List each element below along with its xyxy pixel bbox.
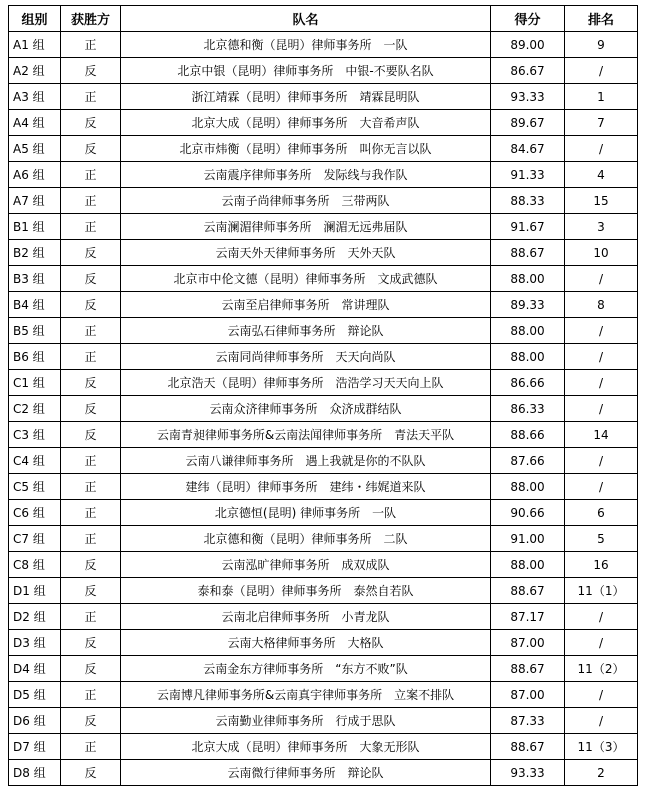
cell-team-name: 北京大成（昆明）律师事务所 大象无形队 (121, 734, 491, 760)
cell-rank: / (565, 136, 638, 162)
cell-rank: / (565, 318, 638, 344)
cell-team-name: 云南至启律师事务所 常讲理队 (121, 292, 491, 318)
cell-team-name: 云南青昶律师事务所&云南法闻律师事务所 青法天平队 (121, 422, 491, 448)
cell-group: C2 组 (9, 396, 61, 422)
cell-score: 91.67 (491, 214, 565, 240)
cell-team-name: 云南八谦律师事务所 遇上我就是你的不队队 (121, 448, 491, 474)
cell-group: C6 组 (9, 500, 61, 526)
table-row (9, 552, 638, 578)
cell-team-name: 云南泓旷律师事务所 成双成队 (121, 552, 491, 578)
cell-rank: 3 (565, 214, 638, 240)
cell-winning-side: 反 (61, 110, 121, 136)
cell-winning-side: 正 (61, 474, 121, 500)
cell-team-name: 北京德和衡（昆明）律师事务所 一队 (121, 32, 491, 58)
cell-team-name: 云南澜湄律师事务所 澜湄无远弗届队 (121, 214, 491, 240)
cell-winning-side: 正 (61, 734, 121, 760)
cell-rank: / (565, 370, 638, 396)
cell-group: A6 组 (9, 162, 61, 188)
cell-score: 87.00 (491, 682, 565, 708)
cell-group: A2 组 (9, 58, 61, 84)
cell-winning-side: 反 (61, 656, 121, 682)
cell-rank: / (565, 58, 638, 84)
cell-rank: 7 (565, 110, 638, 136)
cell-group: B1 组 (9, 214, 61, 240)
table-row (9, 370, 638, 396)
cell-team-name: 云南博凡律师事务所&云南真宇律师事务所 立案不排队 (121, 682, 491, 708)
cell-group: A1 组 (9, 32, 61, 58)
cell-group: A5 组 (9, 136, 61, 162)
cell-winning-side: 正 (61, 604, 121, 630)
table-row (9, 422, 638, 448)
cell-group: C5 组 (9, 474, 61, 500)
table-row (9, 292, 638, 318)
header-team-name: 队名 (121, 6, 491, 32)
cell-winning-side: 反 (61, 240, 121, 266)
table-row (9, 448, 638, 474)
cell-group: D1 组 (9, 578, 61, 604)
table-row (9, 32, 638, 58)
cell-team-name: 北京德和衡（昆明）律师事务所 二队 (121, 526, 491, 552)
cell-score: 88.67 (491, 734, 565, 760)
table-row (9, 84, 638, 110)
cell-rank: / (565, 344, 638, 370)
cell-score: 87.17 (491, 604, 565, 630)
cell-winning-side: 反 (61, 422, 121, 448)
cell-group: D3 组 (9, 630, 61, 656)
cell-winning-side: 正 (61, 448, 121, 474)
cell-rank: 15 (565, 188, 638, 214)
cell-score: 84.67 (491, 136, 565, 162)
header-row (9, 6, 638, 32)
cell-group: B4 组 (9, 292, 61, 318)
table-row (9, 500, 638, 526)
table-row (9, 396, 638, 422)
results-table (8, 5, 638, 786)
cell-team-name: 北京大成（昆明）律师事务所 大音希声队 (121, 110, 491, 136)
cell-score: 91.00 (491, 526, 565, 552)
cell-rank: 1 (565, 84, 638, 110)
cell-team-name: 泰和泰（昆明）律师事务所 泰然自若队 (121, 578, 491, 604)
cell-score: 93.33 (491, 84, 565, 110)
cell-score: 88.67 (491, 240, 565, 266)
cell-group: C1 组 (9, 370, 61, 396)
cell-winning-side: 正 (61, 188, 121, 214)
cell-score: 87.00 (491, 630, 565, 656)
cell-rank: 14 (565, 422, 638, 448)
table-row (9, 734, 638, 760)
cell-team-name: 北京市中伦文德（昆明）律师事务所 文成武德队 (121, 266, 491, 292)
cell-team-name: 北京市炜衡（昆明）律师事务所 叫你无言以队 (121, 136, 491, 162)
cell-team-name: 北京中银（昆明）律师事务所 中银-不要队名队 (121, 58, 491, 84)
cell-winning-side: 正 (61, 526, 121, 552)
cell-rank: 6 (565, 500, 638, 526)
table-row (9, 266, 638, 292)
cell-group: B3 组 (9, 266, 61, 292)
cell-team-name: 北京浩天（昆明）律师事务所 浩浩学习天天向上队 (121, 370, 491, 396)
cell-rank: / (565, 708, 638, 734)
cell-team-name: 云南同尚律师事务所 天天向尚队 (121, 344, 491, 370)
cell-group: B5 组 (9, 318, 61, 344)
cell-winning-side: 反 (61, 708, 121, 734)
cell-rank: / (565, 604, 638, 630)
table-row (9, 526, 638, 552)
cell-group: A3 组 (9, 84, 61, 110)
cell-group: A4 组 (9, 110, 61, 136)
cell-winning-side: 正 (61, 84, 121, 110)
cell-team-name: 云南众济律师事务所 众济成群结队 (121, 396, 491, 422)
cell-score: 88.00 (491, 344, 565, 370)
cell-rank: 4 (565, 162, 638, 188)
cell-score: 93.33 (491, 760, 565, 786)
cell-score: 86.67 (491, 58, 565, 84)
cell-winning-side: 正 (61, 682, 121, 708)
cell-team-name: 云南微行律师事务所 辩论队 (121, 760, 491, 786)
cell-team-name: 云南震序律师事务所 发际线与我作队 (121, 162, 491, 188)
cell-team-name: 建纬（昆明）律师事务所 建纬・纬娓道来队 (121, 474, 491, 500)
cell-winning-side: 正 (61, 500, 121, 526)
cell-winning-side: 反 (61, 630, 121, 656)
cell-score: 88.00 (491, 552, 565, 578)
cell-winning-side: 反 (61, 396, 121, 422)
cell-rank: 11（2） (565, 656, 638, 682)
table-row (9, 708, 638, 734)
cell-team-name: 云南天外天律师事务所 天外天队 (121, 240, 491, 266)
table-row (9, 604, 638, 630)
cell-team-name: 云南北启律师事务所 小青龙队 (121, 604, 491, 630)
table-row (9, 240, 638, 266)
cell-rank: 9 (565, 32, 638, 58)
cell-rank: / (565, 266, 638, 292)
cell-score: 89.00 (491, 32, 565, 58)
cell-winning-side: 反 (61, 552, 121, 578)
cell-rank: 10 (565, 240, 638, 266)
cell-score: 89.67 (491, 110, 565, 136)
cell-rank: 2 (565, 760, 638, 786)
cell-team-name: 云南子尚律师事务所 三带两队 (121, 188, 491, 214)
cell-group: C4 组 (9, 448, 61, 474)
cell-winning-side: 反 (61, 136, 121, 162)
cell-winning-side: 反 (61, 760, 121, 786)
table-row (9, 162, 638, 188)
cell-score: 88.66 (491, 422, 565, 448)
cell-winning-side: 正 (61, 162, 121, 188)
cell-group: D7 组 (9, 734, 61, 760)
table-row (9, 318, 638, 344)
table-row (9, 474, 638, 500)
cell-group: A7 组 (9, 188, 61, 214)
cell-group: D4 组 (9, 656, 61, 682)
table-row (9, 188, 638, 214)
cell-winning-side: 正 (61, 344, 121, 370)
cell-winning-side: 反 (61, 292, 121, 318)
cell-winning-side: 正 (61, 32, 121, 58)
cell-score: 88.00 (491, 474, 565, 500)
cell-group: B2 组 (9, 240, 61, 266)
table-row (9, 682, 638, 708)
cell-group: D6 组 (9, 708, 61, 734)
cell-team-name: 云南弘石律师事务所 辩论队 (121, 318, 491, 344)
table-row (9, 344, 638, 370)
cell-winning-side: 正 (61, 318, 121, 344)
cell-group: D8 组 (9, 760, 61, 786)
cell-score: 87.33 (491, 708, 565, 734)
cell-group: B6 组 (9, 344, 61, 370)
cell-rank: / (565, 396, 638, 422)
header-group: 组别 (9, 6, 61, 32)
cell-group: C7 组 (9, 526, 61, 552)
table-row (9, 136, 638, 162)
cell-score: 91.33 (491, 162, 565, 188)
header-rank: 排名 (565, 6, 638, 32)
table-row (9, 630, 638, 656)
table-row (9, 578, 638, 604)
cell-score: 88.00 (491, 318, 565, 344)
cell-team-name: 云南大格律师事务所 大格队 (121, 630, 491, 656)
cell-rank: 11（1） (565, 578, 638, 604)
cell-score: 90.66 (491, 500, 565, 526)
cell-group: C8 组 (9, 552, 61, 578)
cell-group: D5 组 (9, 682, 61, 708)
cell-team-name: 北京德恒(昆明) 律师事务所 一队 (121, 500, 491, 526)
cell-winning-side: 正 (61, 214, 121, 240)
table-row (9, 58, 638, 84)
table-row (9, 214, 638, 240)
cell-team-name: 云南勤业律师事务所 行成于思队 (121, 708, 491, 734)
table-row (9, 656, 638, 682)
cell-team-name: 浙江靖霖（昆明）律师事务所 靖霖昆明队 (121, 84, 491, 110)
table-row (9, 110, 638, 136)
cell-rank: 16 (565, 552, 638, 578)
cell-rank: 8 (565, 292, 638, 318)
cell-rank: / (565, 630, 638, 656)
cell-score: 88.33 (491, 188, 565, 214)
cell-group: D2 组 (9, 604, 61, 630)
cell-winning-side: 反 (61, 370, 121, 396)
table-body (9, 32, 638, 786)
cell-group: C3 组 (9, 422, 61, 448)
header-score: 得分 (491, 6, 565, 32)
cell-rank: / (565, 448, 638, 474)
cell-score: 88.67 (491, 578, 565, 604)
cell-team-name: 云南金东方律师事务所 “东方不败”队 (121, 656, 491, 682)
cell-score: 86.66 (491, 370, 565, 396)
cell-score: 86.33 (491, 396, 565, 422)
cell-winning-side: 反 (61, 266, 121, 292)
cell-winning-side: 反 (61, 578, 121, 604)
cell-rank: / (565, 682, 638, 708)
cell-rank: 5 (565, 526, 638, 552)
header-winning-side: 获胜方 (61, 6, 121, 32)
cell-score: 89.33 (491, 292, 565, 318)
cell-score: 88.00 (491, 266, 565, 292)
cell-winning-side: 反 (61, 58, 121, 84)
table-row (9, 760, 638, 786)
cell-rank: 11（3） (565, 734, 638, 760)
cell-score: 88.67 (491, 656, 565, 682)
cell-rank: / (565, 474, 638, 500)
cell-score: 87.66 (491, 448, 565, 474)
